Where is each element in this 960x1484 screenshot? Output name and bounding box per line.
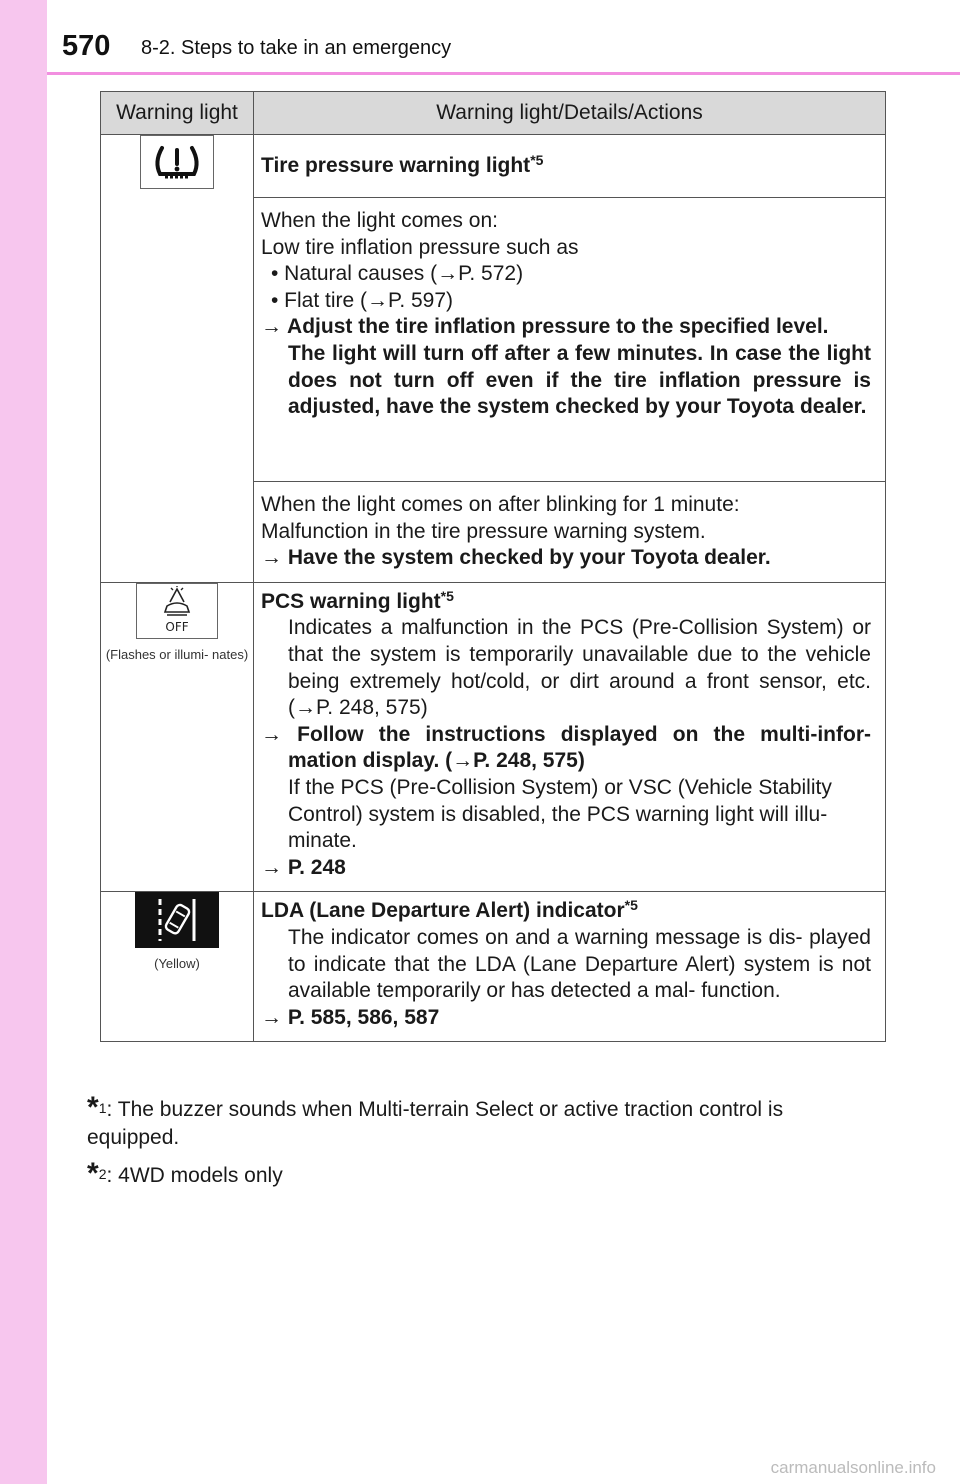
watermark: carmanualsonline.info: [770, 1458, 936, 1477]
action-text: → Follow the instructions displayed on the multi-infor- mation display. (→P. 248, 575): [261, 722, 871, 773]
section-title: 8-2. Steps to take in an emergency: [141, 37, 452, 59]
page-number: 570: [62, 30, 111, 62]
text-line: When the light comes on after blinking for 1 minute:: [261, 493, 740, 516]
lda-indicator-icon: [135, 892, 219, 948]
pcs-icon-cell: [101, 582, 254, 892]
pcs-caption: (Flashes or illumi- nates): [105, 646, 249, 662]
list-item: • Flat tire (→P. 597): [271, 288, 454, 312]
col-header-warning-light: Warning light: [101, 92, 254, 135]
page-reference: → P. 248: [261, 855, 346, 879]
tire-malfunction-cell: [254, 482, 886, 583]
tire-title: Tire pressure warning light: [261, 153, 531, 177]
left-margin-bar: [0, 0, 47, 1484]
table-row: [101, 892, 886, 1042]
footnote-ref: *5: [440, 587, 454, 604]
pcs-details-cell: [254, 582, 886, 892]
page-reference: → P. 585, 586, 587: [261, 1005, 440, 1029]
lda-icon-cell: [101, 892, 254, 1042]
warning-light-table: [100, 91, 886, 1042]
footnote-number: 1: [98, 1100, 107, 1116]
description-text: The indicator comes on and a warning message is dis- played to indicate that the LDA (Lane Departure Alert) system is not available temporarily or has detected a mal- function.: [288, 925, 871, 1003]
text-line: When the light comes on:: [261, 209, 498, 232]
pcs-off-icon: [136, 583, 218, 639]
header-rule: [47, 72, 960, 75]
footnote-mark: *: [87, 1157, 99, 1190]
pcs-off-label: OFF: [165, 619, 189, 634]
footnote-number: 2: [98, 1166, 107, 1182]
footnote-mark: *: [87, 1091, 99, 1124]
text-line: Low tire inflation pressure such as: [261, 235, 579, 259]
list-item: • Natural causes (→P. 572): [271, 262, 524, 286]
footnote-text: : 4WD models only: [106, 1164, 283, 1187]
tire-pressure-icon: [140, 135, 214, 189]
lda-caption: (Yellow): [154, 956, 200, 972]
footnote-2: [87, 1157, 283, 1190]
lda-details-cell: [254, 892, 886, 1042]
lda-title: LDA (Lane Departure Alert) indicator: [261, 899, 625, 923]
footnote-text: : The buzzer sounds when Multi-terrain Select or active traction control is equipped.: [87, 1098, 784, 1149]
action-text: → Have the system checked by your Toyota dealer.: [261, 546, 771, 570]
action-text: → Adjust the tire inflation pressure to the specified level.: [261, 315, 829, 339]
description-text: If the PCS (Pre-Collision System) or VSC (Vehicle Stability Control) system is disabled, the PCS warning light will illu- minate.: [288, 775, 832, 853]
text-line: Malfunction in the tire pressure warning system.: [261, 519, 706, 543]
description-text: Indicates a malfunction in the PCS (Pre-Collision System) or that the system is temporarily unavailable due to the vehicle being extremely hot/cold, or dirt around a front sensor, etc. (→P. 248, 575): [288, 616, 871, 720]
footnote-ref: *5: [624, 897, 638, 914]
footnote-ref: *5: [530, 151, 544, 168]
col-header-details: Warning light/Details/Actions: [254, 92, 886, 135]
footnote-1: [87, 1091, 879, 1152]
table-row: [101, 582, 886, 892]
action-text: The light will turn off after a few minutes. In case the light does not turn off even if the tire inflation pressure is adjusted, have the system checked by your Toyota dealer.: [288, 341, 871, 419]
tire-icon-cell: [101, 135, 254, 583]
table-header-row: [101, 92, 886, 135]
table-row: [101, 135, 886, 198]
tire-title-cell: [254, 135, 886, 198]
tire-details-cell: [254, 198, 886, 482]
pcs-title: PCS warning light: [261, 589, 441, 613]
